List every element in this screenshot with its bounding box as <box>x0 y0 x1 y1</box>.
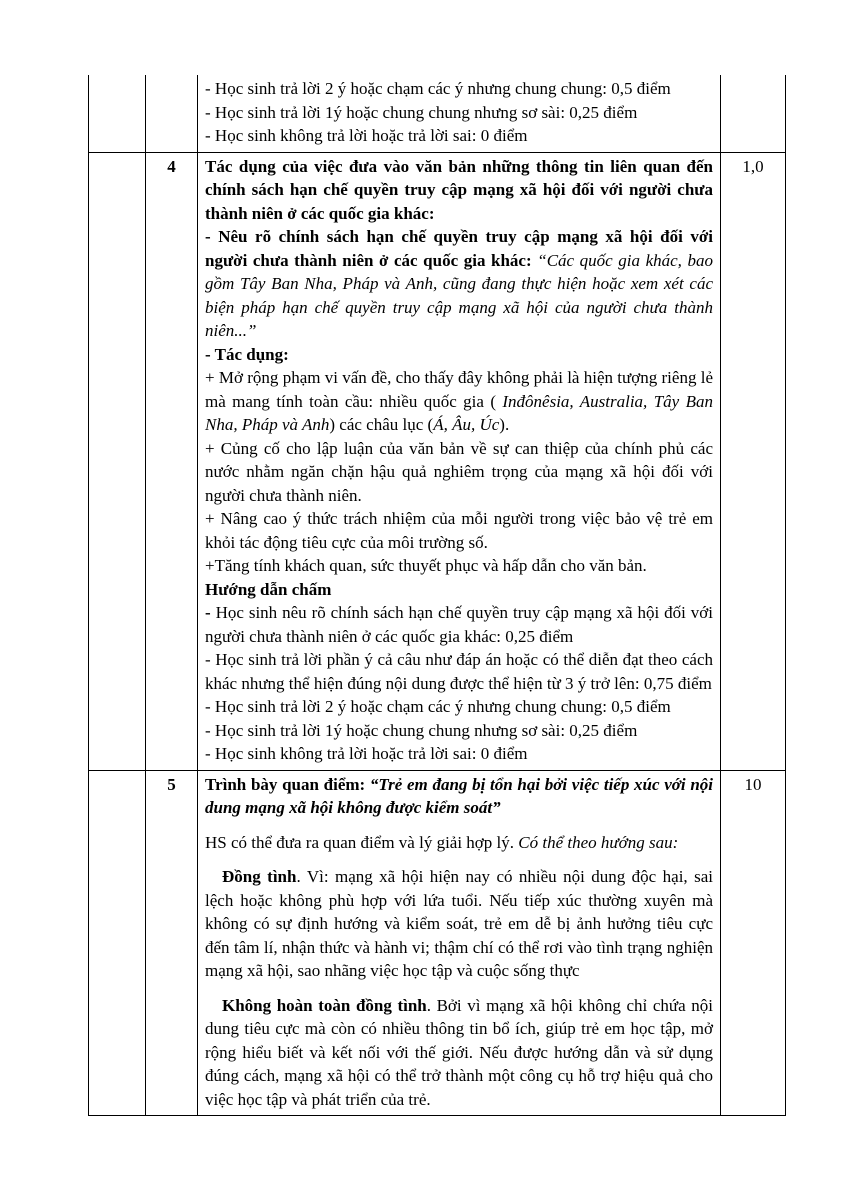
text-segment: - Học sinh không trả lời hoặc trả lời sai: 0 điểm <box>205 126 528 145</box>
question-number-cell: 5 <box>146 770 198 1116</box>
text-segment: - Học sinh không trả lời hoặc trả lời sai: 0 điểm <box>205 744 528 763</box>
text-segment: Không hoàn toàn đồng tình <box>222 995 427 1015</box>
points-cell <box>721 75 786 152</box>
text-segment: - Học sinh trả lời phần ý cả câu như đáp án hoặc có thể diễn đạt theo cách khác nhưng thể hiện đúng nội dung được thể hiện từ 3 ý trở lên: 0,75 điểm <box>205 650 713 693</box>
text-segment: ) các châu lục ( <box>329 415 434 434</box>
text-segment: Học sinh nêu rõ chính sách hạn chế quyền truy cập mạng xã hội đối với người chưa thành niên ở các quốc gia khác: 0,25 điểm <box>205 603 713 646</box>
points-cell: 10 <box>721 770 786 1116</box>
paragraph <box>205 865 713 983</box>
text-segment: Đồng tình <box>222 867 297 886</box>
text-segment: + Nâng cao ý thức trách nhiệm của mỗi người trong việc bảo vệ trẻ em khỏi tác động tiêu cực của môi trường số. <box>205 509 713 552</box>
table-body <box>89 75 786 1116</box>
table-row <box>89 75 786 152</box>
paragraph <box>205 101 713 125</box>
text-segment: Á, Âu, Úc <box>433 415 500 434</box>
text-segment: Trình bày quan điểm: <box>205 774 370 794</box>
text-segment: - Tác dụng: <box>205 344 289 364</box>
text-segment: ). <box>499 415 510 434</box>
text-segment: - Học sinh trả lời 2 ý hoặc chạm các ý nhưng chung chung: 0,5 điểm <box>205 79 671 98</box>
text-segment: - <box>205 603 216 622</box>
text-segment: HS có thể đưa ra quan điểm và lý giải hợp lý. <box>205 832 519 852</box>
text-segment: “Các quốc gia khác, bao gồm Tây Ban Nha, Pháp và Anh, cũng đang thực hiện hoặc xem xét các biện pháp hạn chế quyền truy cập mạng xã hội của người chưa thành niên...” <box>205 250 714 340</box>
paragraph <box>205 719 713 743</box>
paragraph <box>205 507 713 554</box>
text-segment: Có thể theo hướng sau: <box>518 832 679 852</box>
paragraph <box>205 578 713 602</box>
answer-content-cell <box>198 770 721 1116</box>
table-row <box>89 152 786 770</box>
answer-content-cell <box>198 75 721 152</box>
text-segment: - Học sinh trả lời 1ý hoặc chung chung nhưng sơ sài: 0,25 điểm <box>205 720 638 740</box>
paragraph <box>205 773 713 820</box>
paragraph <box>205 77 713 101</box>
paragraph <box>205 994 713 1112</box>
text-segment: Tác dụng của việc đưa vào văn bản những thông tin liên quan đến chính sách hạn chế quyền truy cập mạng xã hội đối với người chưa thành niên ở các quốc gia khác: <box>205 156 713 223</box>
blank-cell <box>89 75 146 152</box>
text-segment: . Bởi vì mạng xã hội không chỉ chứa nội dung tiêu cực mà còn có nhiều thông tin bổ ích, giúp trẻ em học tập, mở rộng hiểu biết và kết nối với thế giới. Nếu được hướng dẫn và sử dụng đúng cách, mạng xã hội có thể trở thành một công cụ hỗ trợ hiệu quả cho việc học tập và phát triển của trẻ. <box>205 995 713 1109</box>
text-segment: + Củng cố cho lập luận của văn bản về sự can thiệp của chính phủ các nước nhằm ngăn chặn hậu quả nghiêm trọng của mạng xã hội đối với người chưa thành niên. <box>205 438 713 505</box>
paragraph <box>205 437 713 508</box>
points-cell: 1,0 <box>721 152 786 770</box>
question-number-cell: 4 <box>146 152 198 770</box>
paragraph <box>205 155 713 226</box>
text-segment: . Vì: mạng xã hội hiện nay có nhiều nội dung độc hại, sai lệch hoặc không phù hợp với lứa tuổi. Nếu tiếp xúc thường xuyên mà không có sự định hướng và kiểm soát, trẻ em dễ bị ảnh hưởng tiêu cực đến tâm lí, nhận thức và hành vi; thậm chí có thể rơi vào tình trạng nghiện mạng xã hội, sao nhãng việc học tập và cuộc sống thực <box>205 867 713 980</box>
paragraph <box>205 831 713 855</box>
text-segment: “Trẻ em đang bị tổn hại bởi việc tiếp xúc với nội dung mạng xã hội không được kiểm soát” <box>205 774 713 817</box>
paragraph <box>205 742 713 766</box>
answer-content-cell <box>198 152 721 770</box>
text-segment: Hướng dẫn chấm <box>205 579 332 599</box>
paragraph <box>205 695 713 719</box>
text-segment: - Học sinh trả lời 1ý hoặc chung chung nhưng sơ sài: 0,25 điểm <box>205 102 638 122</box>
question-number-cell <box>146 75 198 152</box>
text-segment: - Học sinh trả lời 2 ý hoặc chạm các ý nhưng chung chung: 0,5 điểm <box>205 697 671 716</box>
table-row <box>89 770 786 1116</box>
grading-rubric-table <box>88 75 786 1116</box>
blank-cell <box>89 770 146 1116</box>
paragraph <box>205 124 713 148</box>
paragraph <box>205 554 713 578</box>
paragraph <box>205 366 713 437</box>
paragraph <box>205 343 713 367</box>
text-segment: + Mở rộng phạm vi vấn đề, cho thấy đây không phải là hiện tượng riêng lẻ mà mang tính toàn cầu: nhiều quốc gia ( <box>205 368 713 411</box>
paragraph <box>205 225 713 343</box>
text-segment: +Tăng tính khách quan, sức thuyết phục và hấp dẫn cho văn bản. <box>205 556 647 575</box>
paragraph <box>205 601 713 648</box>
text-segment: Inđônêsia, Australia, Tây Ban Nha, Pháp và Anh <box>205 391 713 434</box>
paragraph <box>205 648 713 695</box>
blank-cell <box>89 152 146 770</box>
text-segment: - Nêu rõ chính sách hạn chế quyền truy cập mạng xã hội đối với người chưa thành niên ở các quốc gia khác: <box>205 227 713 270</box>
